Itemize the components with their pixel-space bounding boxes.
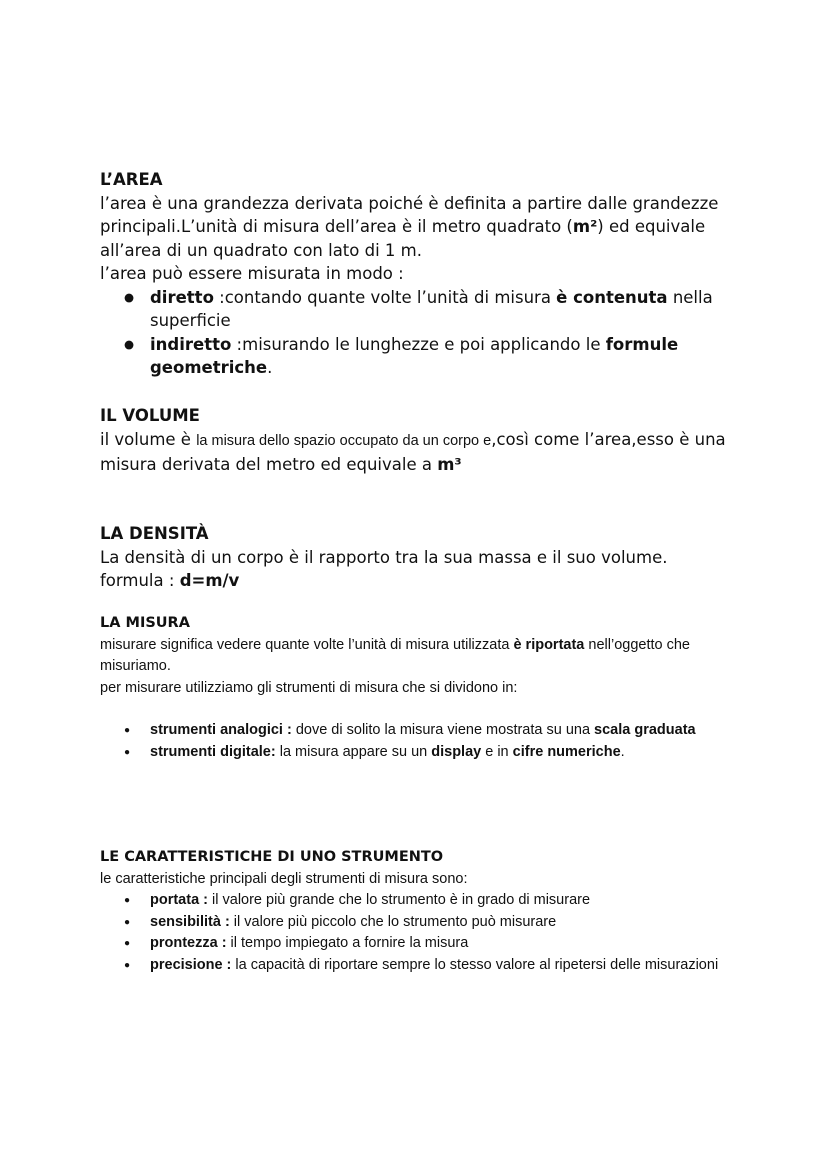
item-text: il valore più grande che lo strumento è in grado di misurare [208,892,591,908]
misura-text: misurare significa vedere quante volte l’unità di misura utilizzata [100,636,514,653]
item-emphasis-2: cifre numeriche [512,743,621,760]
item-text: il valore più piccolo che lo strumento può misurare [229,913,557,930]
item-term: portata : [150,892,208,908]
section-volume [100,404,730,477]
item-text-end: . [620,743,625,760]
area-paragraph-1 [100,192,730,263]
area-unit: m² [572,217,598,236]
formula-label: formula : [100,571,180,590]
section-caratteristiche [100,847,730,976]
item-term: strumenti digitale: [150,743,276,760]
caratteristiche-paragraph: le caratteristiche principali degli strumenti di misura sono: [100,870,468,887]
list-item [100,742,730,764]
section-densita [100,522,730,593]
volume-unit: m³ [437,455,462,474]
list-item [100,720,730,742]
volume-text-end: ,così come l’area,esso è una misura derivata del metro ed equivale a [100,429,726,474]
item-term: strumenti analogici : [150,722,292,738]
list-item [100,333,730,380]
densita-title: LA DENSITÀ [100,524,209,543]
misura-title: LA MISURA [100,615,190,631]
item-emphasis: scala graduata [594,722,696,738]
item-text: il tempo impiegato a fornire la misura [226,935,469,951]
item-term: indiretto [150,334,232,354]
item-emphasis: display [431,743,482,760]
item-term: sensibilità : [150,913,230,930]
volume-paragraph [100,428,730,477]
misura-paragraph-2: per misurare utilizziamo gli strumenti di misura che si dividono in: [100,679,518,696]
misura-emphasis: è riportata [513,636,585,653]
item-emphasis: è contenuta [556,287,668,307]
list-item [100,286,730,333]
item-term: precisione : [150,956,232,973]
item-text-end: nella superficie [150,287,713,330]
volume-title: IL VOLUME [100,406,200,425]
item-text: dove di solito la misura viene mostrata su una [291,722,595,738]
densita-formula-line [100,569,730,593]
list-item [100,912,730,934]
item-text-mid: e in [481,743,513,760]
caratteristiche-list [100,890,730,976]
item-text: la capacità di riportare sempre lo stesso valore al ripetersi delle misurazioni [231,956,719,973]
item-text: la misura appare su un [275,743,432,760]
list-item [100,890,730,912]
section-area [100,168,730,380]
area-text-end: ) ed equivale all’area di un quadrato con lato di 1 m. [100,217,706,260]
area-text: l’area è una grandezza derivata poiché è definita a partire dalle grandezze principali.L’unità di misura dell’area è il metro quadrato ( [100,193,719,236]
misura-instruments-list [100,720,730,763]
item-text: :misurando le lunghezze e poi applicando le [231,334,606,354]
volume-text-inline: la misura dello spazio occupato da un corpo e [196,432,492,449]
volume-text: il volume è [100,429,197,449]
item-text: :contando quante volte l’unità di misura [213,287,557,307]
item-term: prontezza : [150,935,227,951]
list-item [100,955,730,977]
densita-paragraph: La densità di un corpo è il rapporto tra la sua massa e il suo volume. [100,547,668,567]
list-item [100,933,730,955]
caratteristiche-title: LE CARATTERISTICHE DI UNO STRUMENTO [100,849,444,865]
item-term: diretto [150,287,214,307]
formula: d=m/v [179,571,240,590]
area-title: L’AREA [100,170,163,189]
section-misura [100,613,730,763]
area-paragraph-2: l’area può essere misurata in modo : [100,264,404,283]
item-text-end: . [267,358,273,377]
item-emphasis: formule geometriche [150,334,679,377]
area-methods-list [100,286,730,380]
misura-paragraph-1 [100,635,730,678]
misura-text-end: nell’oggetto che misuriamo. [100,636,690,674]
